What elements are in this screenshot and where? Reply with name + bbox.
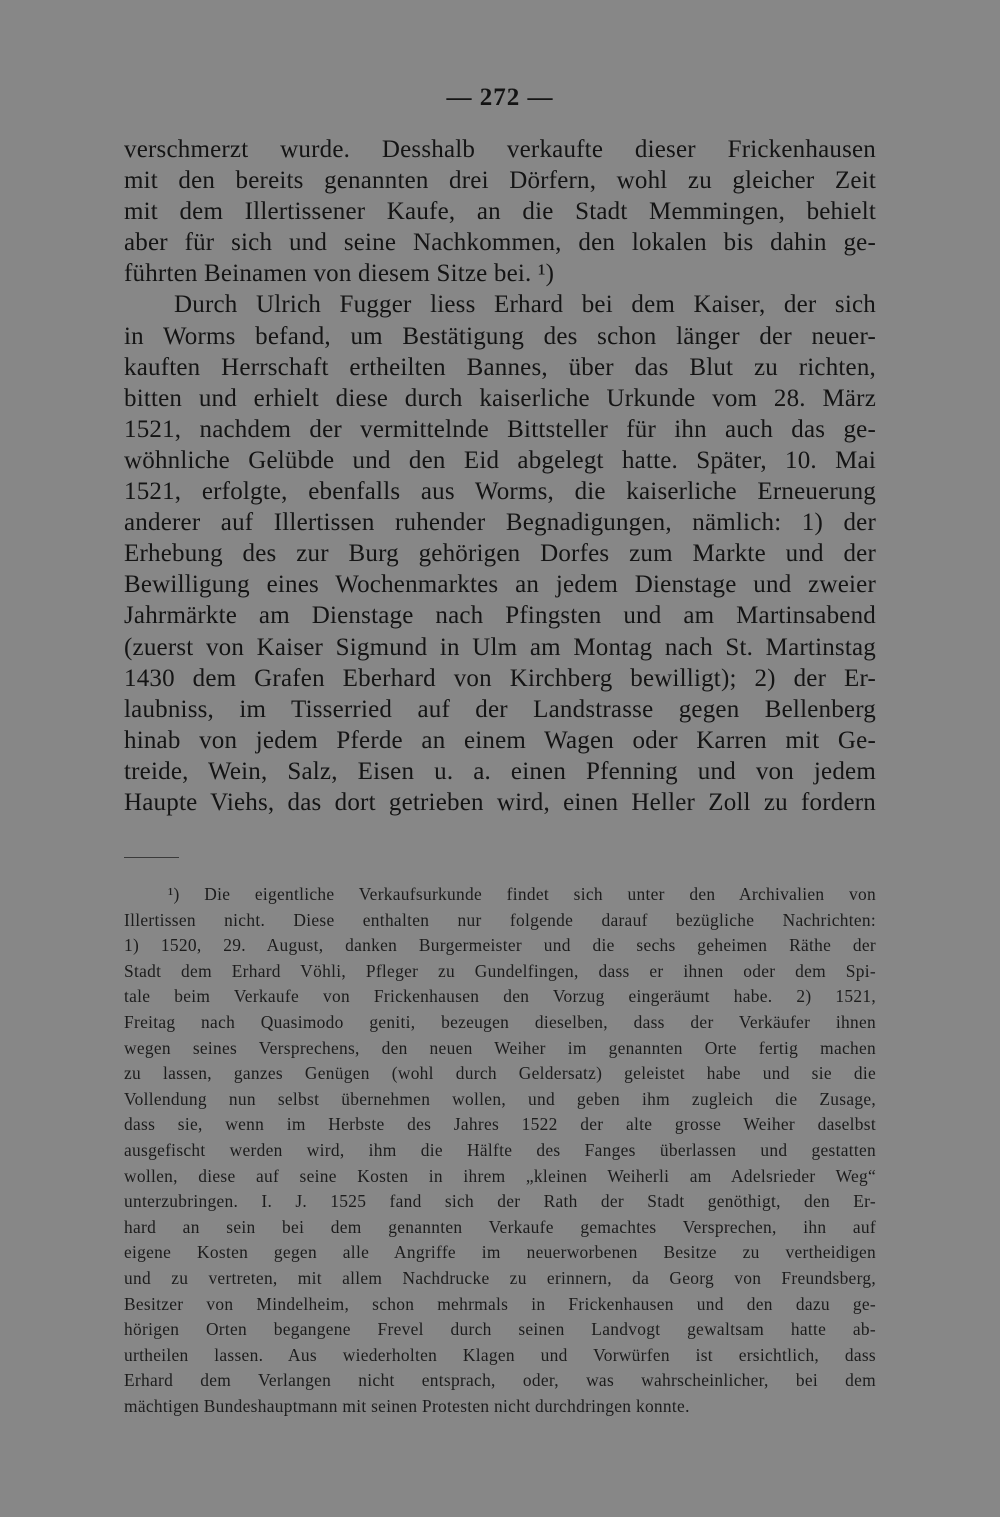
- text-line: Jahrmärkte am Dienstage nach Pfingsten und am Martinsabend: [124, 602, 876, 630]
- footnote-line: hörigen Orten begangene Frevel durch seinen Landvogt gewaltsam hatte ab-: [124, 1319, 876, 1340]
- footnote-line: Besitzer von Mindelheim, schon mehrmals in Frickenhausen und den dazu ge-: [124, 1293, 876, 1314]
- footnotes: [124, 882, 876, 1419]
- text-line: mit den bereits genannten drei Dörfern, wohl zu gleicher Zeit: [124, 167, 876, 195]
- footnote-line: eigene Kosten gegen alle Angriffe im neuerworbenen Besitze zu vertheidigen: [124, 1242, 876, 1263]
- text-line: aber für sich und seine Nachkommen, den lokalen bis dahin ge-: [124, 229, 876, 257]
- footnote-line: mächtigen Bundeshauptmann mit seinen Protesten nicht durchdringen konnte.: [124, 1395, 690, 1416]
- text-line: hinab von jedem Pferde an einem Wagen oder Karren mit Ge-: [124, 726, 876, 754]
- footnote-line: Vollendung nun selbst übernehmen wollen, und geben ihm zugleich die Zusage,: [124, 1088, 876, 1109]
- text-line: Durch Ulrich Fugger liess Erhard bei dem Kaiser, der sich: [174, 291, 876, 319]
- footnote-separator: [124, 857, 179, 858]
- footnote-line: unterzubringen. I. J. 1525 fand sich der Rath der Stadt genöthigt, den Er-: [124, 1191, 876, 1212]
- text-line: treide, Wein, Salz, Eisen u. a. einen Pfenning und von jedem: [124, 757, 876, 785]
- text-line: wöhnliche Gelübde und den Eid abgelegt hatte. Später, 10. Mai: [124, 446, 876, 474]
- text-line: laubniss, im Tisserried auf der Landstrasse gegen Bellenberg: [124, 695, 876, 723]
- footnote-line: und zu vertreten, mit allem Nachdrucke zu erinnern, da Georg von Freundsberg,: [124, 1267, 876, 1288]
- text-line: 1521, erfolgte, ebenfalls aus Worms, die kaiserliche Erneuerung: [124, 478, 876, 506]
- text-line: in Worms befand, um Bestätigung des schon länger der neuer-: [124, 322, 876, 350]
- text-line: Haupte Viehs, das dort getrieben wird, einen Heller Zoll zu fordern: [124, 788, 876, 816]
- footnote-line: wollen, diese auf seine Kosten in ihrem „kleinen Weiherli am Adelsrieder Weg“: [124, 1165, 876, 1186]
- text-line: (zuerst von Kaiser Sigmund in Ulm am Montag nach St. Martinstag: [124, 633, 876, 661]
- text-line: Bewilligung eines Wochenmarktes an jedem Dienstage und zweier: [124, 571, 876, 599]
- page-number: — 272 —: [446, 84, 554, 111]
- footnote-line: ¹) Die eigentliche Verkaufsurkunde findet sich unter den Archivalien von: [168, 884, 876, 904]
- footnote-line: wegen seines Versprechens, den neuen Weiher im genannten Orte fertig machen: [124, 1037, 876, 1058]
- text-line: Erhebung des zur Burg gehörigen Dorfes zum Markte und der: [124, 540, 876, 568]
- footnote-line: hard an sein bei dem genannten Verkaufe gemachtes Versprechen, ihn auf: [124, 1216, 876, 1237]
- text-line: kauften Herrschaft ertheilten Bannes, über das Blut zu richten,: [124, 353, 876, 381]
- footnote-line: zu lassen, ganzes Genügen (wohl durch Geldersatz) geleistet habe und sie die: [124, 1063, 876, 1084]
- footnote-line: Illertissen nicht. Diese enthalten nur folgende darauf bezügliche Nachrichten:: [124, 909, 876, 930]
- footnote-line: 1) 1520, 29. August, danken Burgermeister und die sechs geheimen Räthe der: [124, 935, 876, 956]
- footnote-line: Stadt dem Erhard Vöhli, Pfleger zu Gundelfingen, dass er ihnen oder dem Spi-: [124, 960, 876, 981]
- text-line: 1521, nachdem der vermittelnde Bittsteller für ihn auch das ge-: [124, 415, 876, 443]
- footnote-line: urtheilen lassen. Aus wiederholten Klagen und Vorwürfen ist ersichtlich, dass: [124, 1344, 876, 1365]
- footnote-line: ausgefischt werden wird, ihm die Hälfte des Fanges überlassen und gestatten: [124, 1139, 876, 1160]
- text-line: führten Beinamen von diesem Sitze bei. ¹): [124, 260, 555, 288]
- footnote-line: Erhard dem Verlangen nicht entsprach, oder, was wahrscheinlicher, bei dem: [124, 1370, 876, 1391]
- footnote-line: Freitag nach Quasimodo geniti, bezeugen dieselben, dass der Verkäufer ihnen: [124, 1011, 876, 1032]
- footnote-line: dass sie, wenn im Herbste des Jahres 1522 der alte grosse Weiher daselbst: [124, 1114, 876, 1135]
- text-line: verschmerzt wurde. Desshalb verkaufte dieser Frickenhausen: [124, 136, 876, 163]
- main-text: [124, 134, 876, 818]
- text-line: mit dem Illertissener Kaufe, an die Stadt Memmingen, behielt: [124, 198, 876, 226]
- footnote-line: tale beim Verkaufe von Frickenhausen den Vorzug eingeräumt habe. 2) 1521,: [124, 986, 876, 1007]
- text-line: anderer auf Illertissen ruhender Begnadigungen, nämlich: 1) der: [124, 509, 876, 537]
- text-line: bitten und erhielt diese durch kaiserliche Urkunde vom 28. März: [124, 384, 876, 412]
- text-line: 1430 dem Grafen Eberhard von Kirchberg bewilligt); 2) der Er-: [124, 664, 876, 692]
